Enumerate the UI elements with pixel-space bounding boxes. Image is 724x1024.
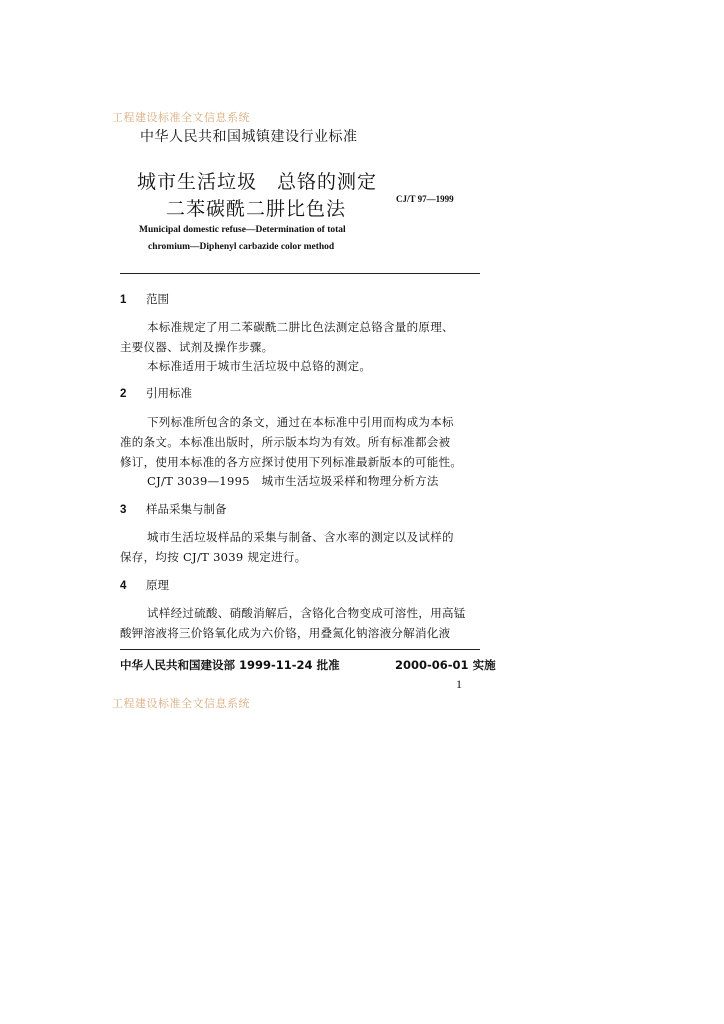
section-1-para-line-2: 主要仪器、试剂及操作步骤。 <box>120 340 274 354</box>
section-3-para-line-2: 保存，均按 CJ/T 3039 规定进行。 <box>120 550 307 564</box>
section-4-para-line-2: 酸钾溶液将三价铬氧化成为六价铬，用叠氮化钠溶液分解消化液 <box>120 626 451 640</box>
title-line-1: 城市生活垃圾 总铬的测定 <box>137 171 378 193</box>
section-2-para-line-2: 准的条文。本标准出版时，所示版本均为有效。所有标准都会被 <box>120 435 451 449</box>
implementation-date: 2000-06-01 实施 <box>395 658 496 672</box>
watermark-bottom: 工程建设标准全文信息系统 <box>112 697 250 710</box>
approval-line: 中华人民共和国建设部 1999-11-24 批准 <box>120 658 340 672</box>
section-1-para-2: 本标准适用于城市生活垃圾中总铬的测定。 <box>147 359 372 373</box>
english-title-line-1: Municipal domestic refuse—Determination of total <box>139 225 346 235</box>
section-3-title: 样品采集与制备 <box>146 502 227 516</box>
section-2-title: 引用标准 <box>146 386 192 400</box>
section-4-number: 4 <box>120 580 127 592</box>
section-3-number: 3 <box>120 504 127 516</box>
section-2-para-line-3: 修订，使用本标准的各方应探讨使用下列标准最新版本的可能性。 <box>120 455 463 469</box>
section-3-heading <box>120 501 227 517</box>
section-1-para-line-1: 本标准规定了用二苯碳酰二肼比色法测定总铬含量的原理、 <box>147 320 454 334</box>
section-4-heading <box>120 577 169 593</box>
section-2-number: 2 <box>120 388 127 400</box>
section-4-para-line-1: 试样经过硫酸、硝酸消解后，含铬化合物变成可溶性，用高锰 <box>147 606 466 620</box>
footer-rule <box>120 649 480 650</box>
section-1-title: 范围 <box>146 292 169 306</box>
ministry-header: 中华人民共和国城镇建设行业标准 <box>140 129 358 145</box>
section-2-para-line-1: 下列标准所包含的条文，通过在本标准中引用而构成为本标 <box>147 415 454 429</box>
section-2-reference: CJ/T 3039—1995 城市生活垃圾采样和物理分析方法 <box>147 474 439 488</box>
section-4-title: 原理 <box>146 578 169 592</box>
english-title-line-2: chromium—Diphenyl carbazide color method <box>148 242 335 252</box>
section-1-heading <box>120 291 169 307</box>
watermark-top: 工程建设标准全文信息系统 <box>112 111 250 124</box>
standard-code: CJ/T 97—1999 <box>396 194 454 204</box>
section-3-para-line-1: 城市生活垃圾样品的采集与制备、含水率的测定以及试样的 <box>147 530 454 544</box>
section-2-heading <box>120 385 192 401</box>
section-1-number: 1 <box>120 294 127 306</box>
header-rule <box>120 273 480 274</box>
page-number: 1 <box>456 677 462 691</box>
title-line-2: 二苯碳酰二肼比色法 <box>166 198 347 220</box>
